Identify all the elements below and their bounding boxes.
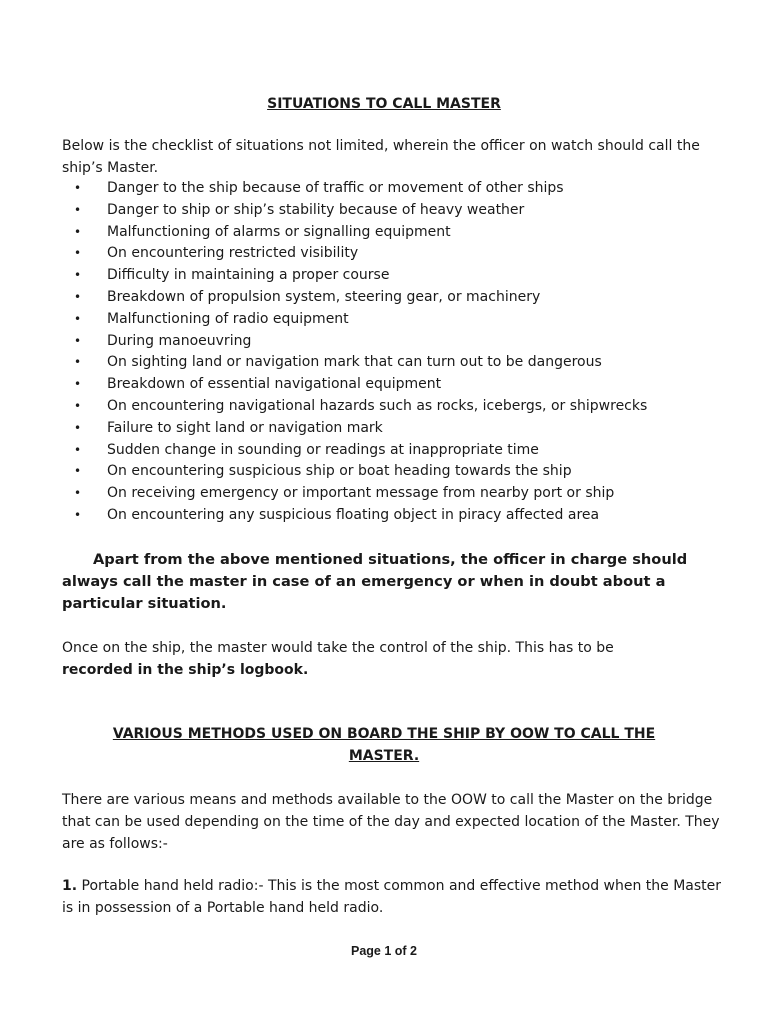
list-item	[62, 222, 712, 244]
situations-list	[62, 178, 712, 527]
list-item-text: Breakdown of propulsion system, steering gear, or machinery	[107, 288, 541, 305]
bullet-icon: •	[74, 398, 82, 413]
list-item-text: During manoeuvring	[107, 332, 252, 349]
list-item-text: Failure to sight land or navigation mark	[107, 419, 383, 436]
list-item	[62, 352, 712, 374]
bullet-icon: •	[74, 289, 82, 304]
bullet-icon: •	[74, 268, 82, 283]
list-item-text: Difficulty in maintaining a proper course	[107, 267, 390, 284]
list-item-text: On encountering navigational hazards such as rocks, icebergs, or shipwrecks	[107, 397, 648, 414]
list-item-text: On encountering any suspicious floating object in piracy affected area	[107, 506, 600, 523]
list-item	[62, 440, 712, 462]
list-item	[62, 200, 712, 222]
list-item	[62, 331, 712, 353]
bullet-icon: •	[74, 442, 82, 457]
methods-intro-paragraph: There are various means and methods available to the OOW to call the Master on the bridge that can be used depending on the time of the day and expected location of the Master. They are as follows:-	[62, 792, 720, 852]
emergency-text: Apart from the above mentioned situations, the officer in charge should always call the master in case of an emergency or when in doubt about a particular situation.	[62, 551, 688, 612]
bullet-icon: •	[74, 464, 82, 479]
list-item	[62, 396, 712, 418]
section-heading: VARIOUS METHODS USED ON BOARD THE SHIP BY OOW TO CALL THE MASTER.	[112, 726, 656, 764]
bullet-icon: •	[74, 486, 82, 501]
bullet-icon: •	[74, 333, 82, 348]
logbook-paragraph	[62, 637, 712, 681]
list-item-text: Malfunctioning of radio equipment	[107, 310, 349, 327]
list-item-text: Danger to ship or ship’s stability because of heavy weather	[107, 201, 525, 218]
list-item	[62, 483, 712, 505]
method-1-paragraph	[62, 875, 722, 919]
method-text: Portable hand held radio:- This is the most common and effective method when the Master is in possession of a Portable hand held radio.	[62, 878, 722, 916]
bullet-icon: •	[74, 224, 82, 239]
list-item-text: Malfunctioning of alarms or signalling equipment	[107, 223, 451, 240]
emergency-paragraph	[62, 549, 712, 615]
list-item	[62, 461, 712, 483]
list-item-text: On sighting land or navigation mark that can turn out to be dangerous	[107, 354, 602, 371]
method-number: 1.	[62, 878, 78, 894]
bullet-icon: •	[74, 246, 82, 261]
bullet-icon: •	[74, 377, 82, 392]
bullet-icon: •	[74, 202, 82, 217]
list-item	[62, 265, 712, 287]
bullet-icon: •	[74, 311, 82, 326]
bullet-icon: •	[74, 355, 82, 370]
bullet-icon: •	[74, 181, 82, 195]
list-item-text: Danger to the ship because of traffic or movement of other ships	[107, 180, 564, 196]
intro-paragraph: Below is the checklist of situations not limited, wherein the officer on watch should call the ship’s Master.	[62, 138, 700, 176]
bullet-icon: •	[74, 507, 82, 522]
list-item-text: Sudden change in sounding or readings at inappropriate time	[107, 441, 539, 458]
list-item	[62, 178, 712, 200]
list-item-text: On encountering suspicious ship or boat heading towards the ship	[107, 463, 572, 480]
logbook-bold-text: recorded in the ship’s logbook.	[62, 662, 309, 678]
list-item	[62, 243, 712, 265]
page-number: Page 1 of 2	[351, 944, 417, 958]
list-item	[62, 309, 712, 331]
list-item-text: On encountering restricted visibility	[107, 245, 359, 262]
list-item	[62, 505, 712, 527]
logbook-text: Once on the ship, the master would take the control of the ship. This has to be	[62, 640, 614, 656]
list-item	[62, 374, 712, 396]
list-item-text: Breakdown of essential navigational equipment	[107, 376, 442, 393]
list-item	[62, 418, 712, 440]
list-item-text: On receiving emergency or important message from nearby port or ship	[107, 485, 615, 502]
bullet-icon: •	[74, 420, 82, 435]
list-item	[62, 287, 712, 309]
page-title: SITUATIONS TO CALL MASTER	[267, 96, 501, 112]
